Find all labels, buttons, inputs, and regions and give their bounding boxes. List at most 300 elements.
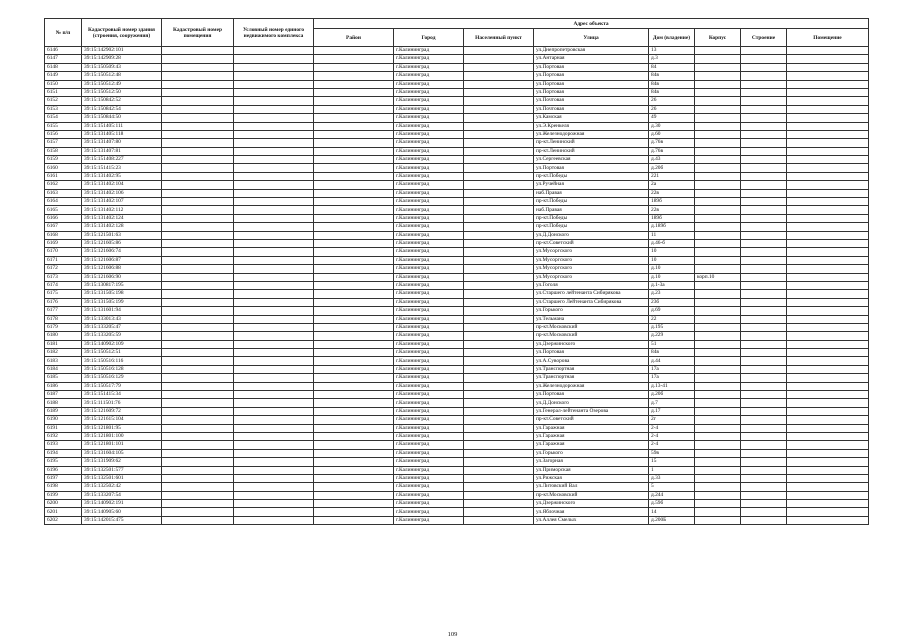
- cell-building: [695, 198, 741, 206]
- cell-conditional: [234, 273, 314, 281]
- cell-num: 6181: [45, 340, 82, 348]
- cell-structure: [741, 214, 787, 222]
- cell-building: [695, 432, 741, 440]
- cell-cad-room: [162, 55, 234, 63]
- table-row: [45, 315, 869, 323]
- cell-building: [695, 223, 741, 231]
- cell-street: ул.Камская: [534, 114, 649, 122]
- cell-city: г.Калининград: [394, 298, 464, 306]
- cell-cad-building: 39:15:131402:107: [82, 198, 162, 206]
- cell-district: [314, 114, 394, 122]
- cell-city: г.Калининград: [394, 223, 464, 231]
- cell-cad-room: [162, 206, 234, 214]
- cell-structure: [741, 491, 787, 499]
- cell-house: 22в: [649, 206, 695, 214]
- header-building: Корпус: [695, 29, 741, 47]
- cell-num: 6200: [45, 500, 82, 508]
- cell-house: д.69: [649, 307, 695, 315]
- cell-settlement: [464, 349, 534, 357]
- cell-num: 6171: [45, 256, 82, 264]
- cell-house: 13: [649, 47, 695, 55]
- cell-building: [695, 214, 741, 222]
- cell-district: [314, 516, 394, 524]
- cell-conditional: [234, 164, 314, 172]
- cell-num: 6159: [45, 156, 82, 164]
- cell-building: [695, 231, 741, 239]
- cell-cad-room: [162, 508, 234, 516]
- cell-building: [695, 441, 741, 449]
- cell-district: [314, 156, 394, 164]
- cell-settlement: [464, 80, 534, 88]
- cell-cad-room: [162, 441, 234, 449]
- cell-building: [695, 508, 741, 516]
- cell-structure: [741, 424, 787, 432]
- cell-cad-building: 39:15:121801:95: [82, 424, 162, 432]
- cell-room: [787, 47, 869, 55]
- cell-room: [787, 290, 869, 298]
- cell-room: [787, 223, 869, 231]
- cell-street: ул.Тельмана: [534, 315, 649, 323]
- cell-settlement: [464, 214, 534, 222]
- register-sheet: [44, 18, 868, 525]
- cell-settlement: [464, 139, 534, 147]
- cell-cad-room: [162, 307, 234, 315]
- cell-cad-building: 39:15:131505:199: [82, 298, 162, 306]
- cell-house: 17а: [649, 365, 695, 373]
- table-row: [45, 114, 869, 122]
- cell-house: 2-4: [649, 432, 695, 440]
- cell-building: [695, 248, 741, 256]
- cell-conditional: [234, 307, 314, 315]
- cell-district: [314, 323, 394, 331]
- cell-conditional: [234, 516, 314, 524]
- cell-city: г.Калининград: [394, 399, 464, 407]
- cell-structure: [741, 399, 787, 407]
- cell-street: ул.Яблочная: [534, 508, 649, 516]
- cell-conditional: [234, 55, 314, 63]
- cell-cad-building: 39:15:121609:72: [82, 407, 162, 415]
- cell-house: 11: [649, 231, 695, 239]
- cell-building: [695, 298, 741, 306]
- table-row: [45, 181, 869, 189]
- cell-cad-building: 39:15:121606:74: [82, 248, 162, 256]
- table-row: [45, 432, 869, 440]
- cell-district: [314, 290, 394, 298]
- cell-num: 6191: [45, 424, 82, 432]
- header-num: № п/п: [45, 19, 82, 47]
- cell-district: [314, 88, 394, 96]
- cell-structure: [741, 80, 787, 88]
- cell-city: г.Калининград: [394, 290, 464, 298]
- cell-cad-room: [162, 172, 234, 180]
- cell-num: 6167: [45, 223, 82, 231]
- cell-district: [314, 382, 394, 390]
- cell-conditional: [234, 491, 314, 499]
- cell-structure: [741, 508, 787, 516]
- cell-district: [314, 315, 394, 323]
- cell-structure: [741, 248, 787, 256]
- table-row: [45, 349, 869, 357]
- cell-conditional: [234, 466, 314, 474]
- cell-cad-room: [162, 332, 234, 340]
- cell-room: [787, 214, 869, 222]
- cell-room: [787, 466, 869, 474]
- cell-settlement: [464, 483, 534, 491]
- cell-cad-building: 39:15:131405:118: [82, 130, 162, 138]
- cell-conditional: [234, 223, 314, 231]
- cell-room: [787, 105, 869, 113]
- cell-room: [787, 416, 869, 424]
- cell-settlement: [464, 290, 534, 298]
- table-row: [45, 122, 869, 130]
- cell-num: 6164: [45, 198, 82, 206]
- cell-street: ул.Дзержинского: [534, 500, 649, 508]
- cell-street: ул.Мусоргского: [534, 256, 649, 264]
- cell-city: г.Калининград: [394, 382, 464, 390]
- cell-room: [787, 516, 869, 524]
- cell-city: г.Калининград: [394, 139, 464, 147]
- cell-conditional: [234, 315, 314, 323]
- table-row: [45, 281, 869, 289]
- cell-district: [314, 474, 394, 482]
- cell-conditional: [234, 432, 314, 440]
- cell-cad-room: [162, 256, 234, 264]
- cell-conditional: [234, 323, 314, 331]
- cell-num: 6175: [45, 290, 82, 298]
- cell-structure: [741, 357, 787, 365]
- cell-structure: [741, 130, 787, 138]
- cell-city: г.Калининград: [394, 122, 464, 130]
- cell-street: ул.Гаражная: [534, 432, 649, 440]
- cell-conditional: [234, 63, 314, 71]
- cell-building: [695, 88, 741, 96]
- cell-street: пр-кт.Победы: [534, 223, 649, 231]
- cell-building: [695, 458, 741, 466]
- cell-room: [787, 256, 869, 264]
- cell-city: г.Калининград: [394, 474, 464, 482]
- cell-num: 6182: [45, 349, 82, 357]
- cell-district: [314, 198, 394, 206]
- cell-settlement: [464, 130, 534, 138]
- cell-cad-room: [162, 298, 234, 306]
- cell-city: г.Калининград: [394, 491, 464, 499]
- cell-structure: [741, 122, 787, 130]
- cell-conditional: [234, 374, 314, 382]
- table-row: [45, 139, 869, 147]
- cell-house: 2г: [649, 416, 695, 424]
- cell-cad-room: [162, 273, 234, 281]
- cell-structure: [741, 474, 787, 482]
- cell-district: [314, 332, 394, 340]
- cell-room: [787, 407, 869, 415]
- cell-house: 84в: [649, 80, 695, 88]
- cell-street: ул.Транспортная: [534, 365, 649, 373]
- cell-num: 6186: [45, 382, 82, 390]
- cell-conditional: [234, 248, 314, 256]
- table-row: [45, 466, 869, 474]
- table-row: [45, 239, 869, 247]
- cell-room: [787, 114, 869, 122]
- cell-room: [787, 206, 869, 214]
- cell-street: пр-кт.Советский: [534, 239, 649, 247]
- table-row: [45, 424, 869, 432]
- cell-num: 6192: [45, 432, 82, 440]
- cell-cad-room: [162, 181, 234, 189]
- table-row: [45, 265, 869, 273]
- cell-settlement: [464, 47, 534, 55]
- table-row: [45, 382, 869, 390]
- table-row: [45, 298, 869, 306]
- cell-house: д.44: [649, 357, 695, 365]
- cell-conditional: [234, 332, 314, 340]
- cell-cad-building: 39:15:151408:227: [82, 156, 162, 164]
- cell-street: ул.Литовский Вал: [534, 483, 649, 491]
- cell-house: 15: [649, 458, 695, 466]
- table-row: [45, 374, 869, 382]
- cell-settlement: [464, 466, 534, 474]
- cell-district: [314, 307, 394, 315]
- cell-room: [787, 340, 869, 348]
- cell-district: [314, 223, 394, 231]
- cell-district: [314, 139, 394, 147]
- cell-settlement: [464, 256, 534, 264]
- cell-cad-building: 39:15:150512:51: [82, 349, 162, 357]
- cell-settlement: [464, 114, 534, 122]
- cell-street: ул.Горького: [534, 307, 649, 315]
- cell-num: 6151: [45, 88, 82, 96]
- cell-house: 189б: [649, 214, 695, 222]
- table-row: [45, 164, 869, 172]
- cell-city: г.Калининград: [394, 365, 464, 373]
- cell-building: [695, 399, 741, 407]
- cell-cad-room: [162, 432, 234, 440]
- cell-district: [314, 214, 394, 222]
- cell-cad-room: [162, 63, 234, 71]
- cell-district: [314, 231, 394, 239]
- cell-street: ул.Транспортная: [534, 374, 649, 382]
- cell-settlement: [464, 156, 534, 164]
- cell-conditional: [234, 130, 314, 138]
- cell-street: ул.Ручейная: [534, 181, 649, 189]
- cell-cad-building: 39:15:121615:104: [82, 416, 162, 424]
- cell-district: [314, 407, 394, 415]
- cell-cad-room: [162, 466, 234, 474]
- cell-room: [787, 474, 869, 482]
- cell-building: [695, 63, 741, 71]
- cell-cad-room: [162, 516, 234, 524]
- cell-building: [695, 315, 741, 323]
- table-row: [45, 307, 869, 315]
- cell-structure: [741, 265, 787, 273]
- cell-district: [314, 508, 394, 516]
- cell-city: г.Калининград: [394, 147, 464, 155]
- cell-room: [787, 80, 869, 88]
- cell-structure: [741, 466, 787, 474]
- cell-house: 84в: [649, 349, 695, 357]
- cell-settlement: [464, 88, 534, 96]
- table-row: [45, 273, 869, 281]
- table-row: [45, 323, 869, 331]
- cell-cad-room: [162, 130, 234, 138]
- cell-conditional: [234, 349, 314, 357]
- cell-house: д.23: [649, 290, 695, 298]
- cell-conditional: [234, 105, 314, 113]
- cell-cad-building: 39:15:150512:49: [82, 80, 162, 88]
- cell-city: г.Калининград: [394, 441, 464, 449]
- table-row: [45, 491, 869, 499]
- cell-settlement: [464, 248, 534, 256]
- cell-cad-room: [162, 416, 234, 424]
- cell-num: 6150: [45, 80, 82, 88]
- cell-conditional: [234, 458, 314, 466]
- cell-conditional: [234, 281, 314, 289]
- cell-structure: [741, 407, 787, 415]
- cell-building: [695, 307, 741, 315]
- cell-cad-room: [162, 349, 234, 357]
- cell-cad-room: [162, 449, 234, 457]
- table-row: [45, 357, 869, 365]
- cell-house: д.10: [649, 265, 695, 273]
- cell-settlement: [464, 391, 534, 399]
- cell-street: ул.Рижская: [534, 474, 649, 482]
- cell-city: г.Калининград: [394, 416, 464, 424]
- header-cad-building: Кадастровый номер здания (строения, сооружения): [82, 19, 162, 47]
- cell-city: г.Калининград: [394, 231, 464, 239]
- cell-city: г.Калининград: [394, 47, 464, 55]
- cell-district: [314, 466, 394, 474]
- cell-cad-room: [162, 114, 234, 122]
- cell-house: д.20б: [649, 391, 695, 399]
- cell-room: [787, 483, 869, 491]
- cell-settlement: [464, 223, 534, 231]
- cell-conditional: [234, 139, 314, 147]
- cell-house: 2а: [649, 181, 695, 189]
- cell-cad-building: 39:15:131402:124: [82, 214, 162, 222]
- cell-city: г.Калининград: [394, 466, 464, 474]
- table-row: [45, 206, 869, 214]
- cell-district: [314, 122, 394, 130]
- table-row: [45, 80, 869, 88]
- cell-district: [314, 105, 394, 113]
- header-cad-room: Кадастровый номер помещения: [162, 19, 234, 47]
- cell-conditional: [234, 391, 314, 399]
- cell-house: 10: [649, 256, 695, 264]
- cell-room: [787, 248, 869, 256]
- cell-cad-building: 39:15:151415:23: [82, 164, 162, 172]
- cell-street: наб.Правая: [534, 206, 649, 214]
- property-register-table: [44, 18, 869, 525]
- cell-cad-building: 39:15:121801:101: [82, 441, 162, 449]
- cell-num: 6178: [45, 315, 82, 323]
- cell-room: [787, 189, 869, 197]
- cell-building: [695, 181, 741, 189]
- cell-num: 6177: [45, 307, 82, 315]
- cell-cad-room: [162, 122, 234, 130]
- cell-structure: [741, 483, 787, 491]
- cell-structure: [741, 88, 787, 96]
- cell-num: 6185: [45, 374, 82, 382]
- cell-settlement: [464, 449, 534, 457]
- cell-structure: [741, 416, 787, 424]
- cell-district: [314, 239, 394, 247]
- cell-city: г.Калининград: [394, 63, 464, 71]
- cell-street: ул.Приморская: [534, 466, 649, 474]
- cell-street: ул.Почтовая: [534, 105, 649, 113]
- cell-settlement: [464, 340, 534, 348]
- cell-city: г.Калининград: [394, 483, 464, 491]
- cell-street: пр-кт.Советский: [534, 416, 649, 424]
- table-row: [45, 416, 869, 424]
- page-number: 109: [447, 631, 458, 638]
- table-row: [45, 147, 869, 155]
- cell-cad-building: 39:15:131402:106: [82, 189, 162, 197]
- cell-city: г.Калининград: [394, 281, 464, 289]
- cell-district: [314, 206, 394, 214]
- cell-num: 6199: [45, 491, 82, 499]
- cell-cad-building: 39:15:131909:62: [82, 458, 162, 466]
- cell-room: [787, 55, 869, 63]
- cell-num: 6163: [45, 189, 82, 197]
- cell-settlement: [464, 281, 534, 289]
- cell-house: 5: [649, 483, 695, 491]
- cell-num: 6187: [45, 391, 82, 399]
- cell-building: [695, 239, 741, 247]
- cell-house: д.76в: [649, 147, 695, 155]
- cell-conditional: [234, 382, 314, 390]
- header-structure: Строение: [741, 29, 787, 47]
- cell-cad-building: 39:15:133013:43: [82, 315, 162, 323]
- cell-structure: [741, 231, 787, 239]
- cell-cad-building: 39:15:150516:116: [82, 357, 162, 365]
- cell-cad-room: [162, 105, 234, 113]
- cell-num: 6180: [45, 332, 82, 340]
- table-row: [45, 458, 869, 466]
- cell-settlement: [464, 458, 534, 466]
- cell-street: пр-кт.Ленинский: [534, 147, 649, 155]
- cell-settlement: [464, 491, 534, 499]
- cell-cad-building: 39:15:150844:50: [82, 114, 162, 122]
- cell-cad-room: [162, 281, 234, 289]
- cell-cad-room: [162, 47, 234, 55]
- cell-house: 14: [649, 508, 695, 516]
- cell-room: [787, 332, 869, 340]
- cell-settlement: [464, 164, 534, 172]
- cell-structure: [741, 315, 787, 323]
- cell-room: [787, 424, 869, 432]
- cell-settlement: [464, 239, 534, 247]
- cell-conditional: [234, 147, 314, 155]
- table-body: [45, 47, 869, 525]
- cell-street: ул.Мусоргского: [534, 248, 649, 256]
- cell-settlement: [464, 55, 534, 63]
- cell-house: 2-4: [649, 424, 695, 432]
- cell-room: [787, 72, 869, 80]
- table-row: [45, 72, 869, 80]
- cell-conditional: [234, 474, 314, 482]
- cell-street: ул.Портовая: [534, 349, 649, 357]
- cell-building: [695, 122, 741, 130]
- cell-cad-building: 39:15:150512:50: [82, 88, 162, 96]
- cell-cad-room: [162, 223, 234, 231]
- cell-room: [787, 491, 869, 499]
- cell-city: г.Калининград: [394, 156, 464, 164]
- cell-city: г.Калининград: [394, 55, 464, 63]
- table-row: [45, 474, 869, 482]
- cell-settlement: [464, 399, 534, 407]
- cell-street: ул.Железнодорожная: [534, 130, 649, 138]
- cell-cad-room: [162, 290, 234, 298]
- cell-building: [695, 189, 741, 197]
